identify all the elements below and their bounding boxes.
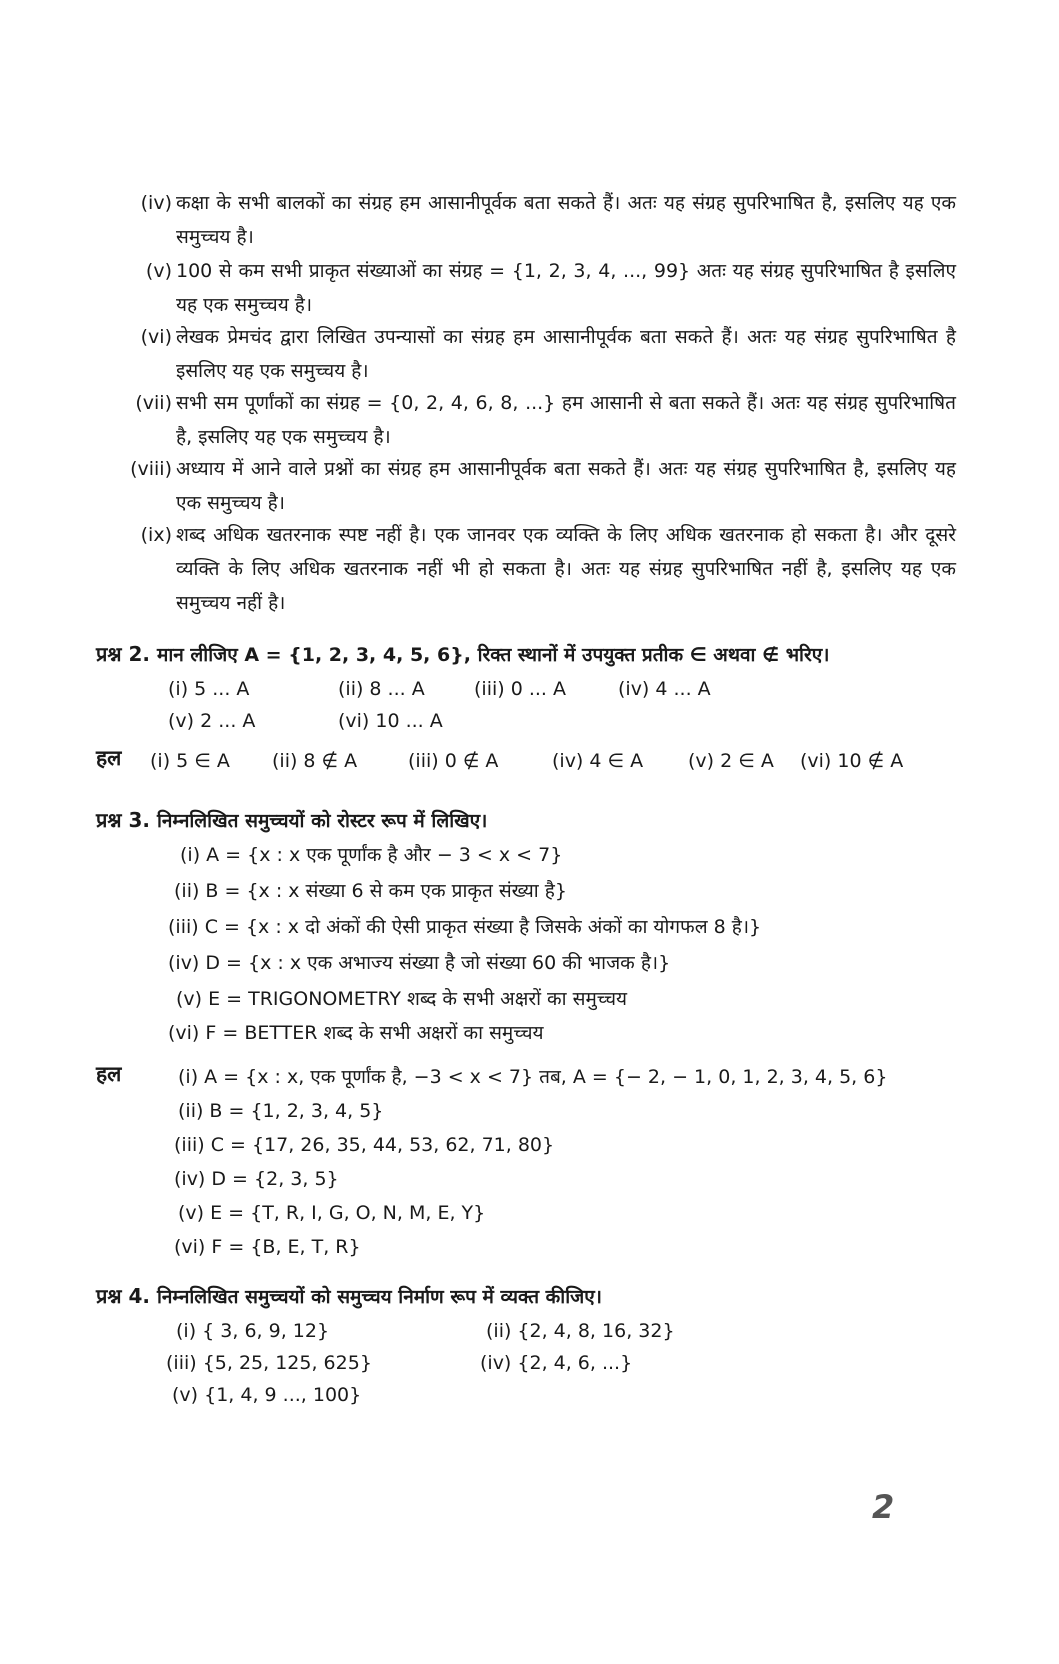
q3-answer-iv: (iv) D = {2, 3, 5} — [174, 1168, 339, 1190]
question-text: निम्नलिखित समुच्चयों को रोस्टर रूप में लिखिए। — [156, 810, 488, 832]
item-text: लेखक प्रेमचंद द्वारा लिखित उपन्यासों का संग्रह हम आसानीपूर्वक बता सकते हैं। अतः यह संग्रह सुपरिभाषित है इसलिए यह एक समुच्चय है। — [176, 326, 956, 382]
q2-part-ii: (ii) 8 ... A — [338, 678, 425, 700]
q2-answer-i: (i) 5 ∈ A — [150, 750, 230, 772]
q3-answer-vi: (vi) F = {B, E, T, R} — [174, 1236, 361, 1258]
q3-heading — [96, 806, 487, 833]
item-text: अध्याय में आने वाले प्रश्नों का संग्रह हम आसानीपूर्वक बता सकते हैं। अतः यह संग्रह सुपरिभाषित है, इसलिए यह एक समुच्चय है। — [176, 458, 956, 514]
q1-item-ix — [140, 518, 956, 620]
q4-part-v: (v) {1, 4, 9 ..., 100} — [172, 1384, 362, 1406]
q3-part-i: (i) A = {x : x एक पूर्णांक है और − 3 < x < 7} — [180, 844, 563, 866]
question-text: निम्नलिखित समुच्चयों को समुच्चय निर्माण रूप में व्यक्त कीजिए। — [156, 1286, 602, 1308]
q3-part-iv: (iv) D = {x : x एक अभाज्य संख्या है जो संख्या 60 की भाजक है।} — [168, 952, 671, 974]
q3-answer-iii: (iii) C = {17, 26, 35, 44, 53, 62, 71, 80} — [174, 1134, 555, 1156]
q2-answer-iv: (iv) 4 ∈ A — [552, 750, 644, 772]
item-number: (iv) — [140, 192, 172, 214]
q2-answer-iii: (iii) 0 ∉ A — [408, 750, 499, 772]
question-text: मान लीजिए A = {1, 2, 3, 4, 5, 6}, रिक्त स्थानों में उपयुक्त प्रतीक ∈ अथवा ∉ भरिए। — [156, 644, 830, 666]
item-number: (vi) — [140, 326, 172, 348]
q1-item-viii — [130, 452, 956, 520]
q4-heading — [96, 1282, 602, 1309]
q2-answer-vi: (vi) 10 ∉ A — [800, 750, 904, 772]
q2-part-i: (i) 5 ... A — [168, 678, 250, 700]
item-text: कक्षा के सभी बालकों का संग्रह हम आसानीपूर्वक बता सकते हैं। अतः यह संग्रह सुपरिभाषित है, इसलिए यह एक समुच्चय है। — [176, 192, 956, 248]
q4-part-iii: (iii) {5, 25, 125, 625} — [166, 1352, 372, 1374]
q1-item-vii — [135, 386, 956, 454]
q4-part-iv: (iv) {2, 4, 6, ...} — [480, 1352, 633, 1374]
q3-part-iii: (iii) C = {x : x दो अंकों की ऐसी प्राकृत संख्या है जिसके अंकों का योगफल 8 है।} — [168, 916, 762, 938]
q2-solution-label: हल — [96, 746, 122, 770]
question-label: प्रश्न 3. — [96, 808, 150, 832]
item-number: (vii) — [135, 392, 172, 414]
item-text: शब्द अधिक खतरनाक स्पष्ट नहीं है। एक जानवर एक व्यक्ति के लिए अधिक खतरनाक हो सकता है। और दूसरे व्यक्ति के लिए अधिक खतरनाक नहीं भी हो सकता है। अतः यह संग्रह सुपरिभाषित नहीं है, इसलिए यह एक समुच्चय नहीं है। — [176, 524, 956, 614]
q3-answer-i: (i) A = {x : x, एक पूर्णांक है, −3 < x < 7} तब, A = {− 2, − 1, 0, 1, 2, 3, 4, 5, 6} — [178, 1066, 888, 1088]
q3-part-v: (v) E = TRIGONOMETRY शब्द के सभी अक्षरों का समुच्चय — [176, 988, 628, 1010]
q3-answer-ii: (ii) B = {1, 2, 3, 4, 5} — [178, 1100, 384, 1122]
q1-item-vi — [140, 320, 956, 388]
item-number: (v) — [145, 260, 172, 282]
item-number: (ix) — [140, 524, 172, 546]
question-label: प्रश्न 2. — [96, 642, 150, 666]
q2-heading — [96, 640, 829, 667]
q2-part-iii: (iii) 0 ... A — [474, 678, 566, 700]
q3-part-vi: (vi) F = BETTER शब्द के सभी अक्षरों का समुच्चय — [168, 1022, 544, 1044]
q1-item-iv — [140, 186, 956, 254]
item-text: सभी सम पूर्णांकों का संग्रह = {0, 2, 4, 6, 8, ...} हम आसानी से बता सकते हैं। अतः यह संग्रह सुपरिभाषित है, इसलिए यह एक समुच्चय है। — [176, 392, 956, 448]
q3-answer-v: (v) E = {T, R, I, G, O, N, M, E, Y} — [178, 1202, 486, 1224]
q3-solution-label: हल — [96, 1062, 122, 1086]
q2-part-iv: (iv) 4 ... A — [618, 678, 711, 700]
q3-part-ii: (ii) B = {x : x संख्या 6 से कम एक प्राकृत संख्या है} — [174, 880, 567, 902]
q2-answer-ii: (ii) 8 ∉ A — [272, 750, 358, 772]
q2-answer-v: (v) 2 ∈ A — [688, 750, 774, 772]
item-text: 100 से कम सभी प्राकृत संख्याओं का संग्रह = {1, 2, 3, 4, ..., 99} अतः यह संग्रह सुपरिभाषित है इसलिए यह एक समुच्चय है। — [176, 260, 956, 316]
q2-part-vi: (vi) 10 ... A — [338, 710, 443, 732]
q1-item-v — [145, 254, 956, 322]
q2-part-v: (v) 2 ... A — [168, 710, 256, 732]
q4-part-i: (i) { 3, 6, 9, 12} — [176, 1320, 330, 1342]
q4-part-ii: (ii) {2, 4, 8, 16, 32} — [486, 1320, 675, 1342]
item-number: (viii) — [130, 458, 172, 480]
question-label: प्रश्न 4. — [96, 1284, 150, 1308]
page-number: 2 — [872, 1488, 895, 1526]
